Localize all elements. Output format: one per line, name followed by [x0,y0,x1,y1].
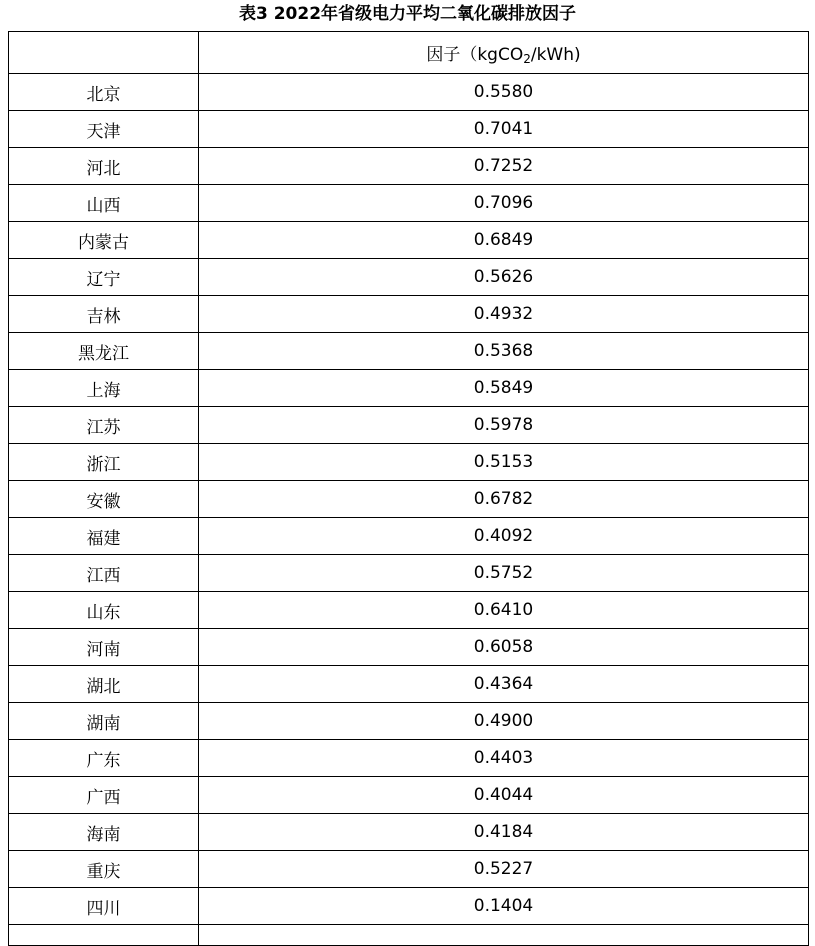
table-row [9,444,809,481]
region-cell: 浙江 [9,444,199,481]
region-cell: 福建 [9,518,199,555]
region-cell: 辽宁 [9,259,199,296]
table-row [9,74,809,111]
table-row [9,148,809,185]
factor-value-cell: 0.5978 [199,407,809,444]
table-row-partial [9,925,809,946]
factor-value-cell: 0.4364 [199,666,809,703]
header-factor-prefix: 因子（kgCO [426,44,524,65]
table-row [9,592,809,629]
factor-value-cell: 0.4184 [199,814,809,851]
region-cell: 黑龙江 [9,333,199,370]
factor-value-cell: 0.4092 [199,518,809,555]
table-row [9,814,809,851]
factor-value-cell: 0.4932 [199,296,809,333]
factor-value-cell: 0.7041 [199,111,809,148]
factor-value-cell: 0.4900 [199,703,809,740]
region-cell: 北京 [9,74,199,111]
factor-value-cell: 0.5752 [199,555,809,592]
factor-value-cell: 0.5849 [199,370,809,407]
factor-value-cell: 0.5580 [199,74,809,111]
header-region-cell [9,32,199,74]
table-row [9,185,809,222]
table-row [9,851,809,888]
region-cell: 上海 [9,370,199,407]
factor-value-cell: 0.6782 [199,481,809,518]
region-cell: 吉林 [9,296,199,333]
table-row [9,777,809,814]
region-cell: 江苏 [9,407,199,444]
region-cell: 山东 [9,592,199,629]
region-cell: 湖南 [9,703,199,740]
region-cell: 河北 [9,148,199,185]
region-cell: 广西 [9,777,199,814]
table-row [9,333,809,370]
factor-value-cell: 0.1404 [199,888,809,925]
table-row [9,740,809,777]
header-factor-suffix: /kWh) [530,44,581,65]
table-row [9,555,809,592]
factor-value-cell: 0.5153 [199,444,809,481]
empty-cell [199,925,809,946]
table-row [9,518,809,555]
table-row [9,407,809,444]
region-cell: 安徽 [9,481,199,518]
region-cell: 天津 [9,111,199,148]
table-row [9,222,809,259]
factor-value-cell: 0.6410 [199,592,809,629]
region-cell: 海南 [9,814,199,851]
table-header-row [9,32,809,74]
table-title: 表3 2022年省级电力平均二氧化碳排放因子 [238,4,577,24]
table-row [9,481,809,518]
table-row [9,888,809,925]
emission-factor-table [8,31,809,946]
factor-value-cell: 0.4044 [199,777,809,814]
region-cell: 四川 [9,888,199,925]
table-row [9,370,809,407]
factor-value-cell: 0.6058 [199,629,809,666]
table-row [9,259,809,296]
header-factor-subscript: 2 [523,51,531,66]
region-cell: 内蒙古 [9,222,199,259]
table-row [9,111,809,148]
table-row [9,703,809,740]
factor-value-cell: 0.6849 [199,222,809,259]
factor-value-cell: 0.7252 [199,148,809,185]
table-row [9,296,809,333]
region-cell: 山西 [9,185,199,222]
table-row [9,629,809,666]
factor-value-cell: 0.5227 [199,851,809,888]
header-factor-cell [199,32,809,74]
table-row [9,666,809,703]
factor-value-cell: 0.5368 [199,333,809,370]
region-cell: 河南 [9,629,199,666]
region-cell: 重庆 [9,851,199,888]
region-cell: 湖北 [9,666,199,703]
factor-value-cell: 0.7096 [199,185,809,222]
factor-value-cell: 0.4403 [199,740,809,777]
empty-cell [9,925,199,946]
factor-value-cell: 0.5626 [199,259,809,296]
region-cell: 江西 [9,555,199,592]
region-cell: 广东 [9,740,199,777]
